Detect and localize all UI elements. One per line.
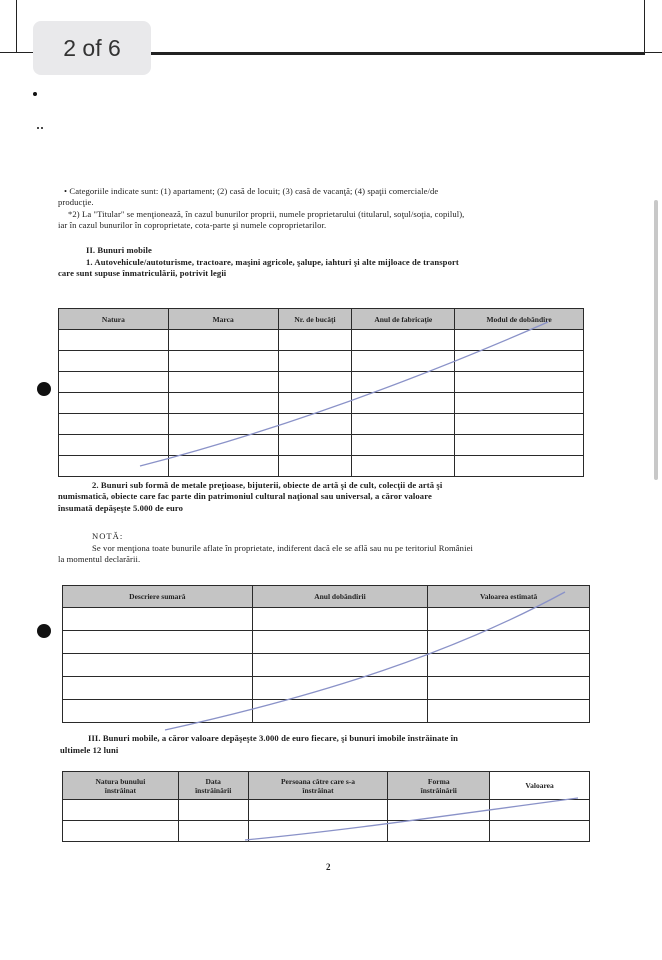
section-item-text: care sunt supuse înmatriculării, potrivit legii — [58, 268, 227, 278]
note-title: NOTĂ: — [92, 531, 124, 541]
section-item-text: numismatică, obiecte care fac parte din patrimoniul cultural naţional sau universal, a căror valoare — [58, 491, 432, 501]
section-title: II. Bunuri mobile — [86, 245, 152, 255]
table-header-cell: Anul dobândirii — [252, 586, 428, 608]
table-header-cell: Natura — [59, 309, 169, 330]
intro-line: • Categoriile indicate sunt: (1) apartament; (2) casă de locuit; (3) casă de vacanţă; (4) spaţii comerciale/de — [64, 186, 439, 196]
table-header-cell: Descriere sumară — [63, 586, 253, 608]
table-header-cell: Forma înstrăinării — [388, 772, 490, 800]
note-text: la momentul declarării. — [58, 554, 141, 564]
page-indicator: 2 of 6 — [33, 21, 151, 75]
table-header-cell: Nr. de bucăţi — [278, 309, 352, 330]
table-header-cell: Marca — [168, 309, 278, 330]
table-header-cell: Anul de fabricaţie — [352, 309, 455, 330]
section-title: ultimele 12 luni — [60, 745, 119, 755]
intro-line: *2) La "Titular" se menţionează, în cazul bunurilor proprii, numele proprietarului (titularul, soţul/soţia, copilul), — [68, 209, 465, 219]
section-item-text: însumată depăşeşte 5.000 de euro — [58, 503, 184, 513]
table-header-cell: Natura bunului înstrăinat — [63, 772, 179, 800]
section-item-text: 2. Bunuri sub formă de metale preţioase, bijuterii, obiecte de artă şi de cult, colecţii de artă şi — [92, 480, 443, 490]
table-header-cell: Valoarea — [490, 772, 590, 800]
table-header-cell: Persoana către care s-a înstrăinat — [248, 772, 388, 800]
table-header-cell: Data înstrăinării — [178, 772, 248, 800]
section-title: III. Bunuri mobile, a căror valoare depăşeşte 3.000 de euro fiecare, şi bunuri imobile înstrăinate în — [88, 733, 459, 743]
section-item-text: 1. Autovehicule/autoturisme, tractoare, maşini agricole, şalupe, iahturi şi alte mijloace de transport — [86, 257, 459, 267]
intro-line: iar în cazul bunurilor în coproprietate, cota-parte şi numele coproprietarilor. — [58, 220, 327, 230]
page-number: 2 — [326, 862, 331, 872]
note-text: Se vor menţiona toate bunurile aflate în proprietate, indiferent dacă ele se află sau nu pe teritoriul României — [92, 543, 473, 553]
table-header-cell: Valoarea estimată — [428, 586, 590, 608]
table-header-cell: Modul de dobândire — [455, 309, 584, 330]
intro-line: producţie. — [58, 197, 94, 207]
